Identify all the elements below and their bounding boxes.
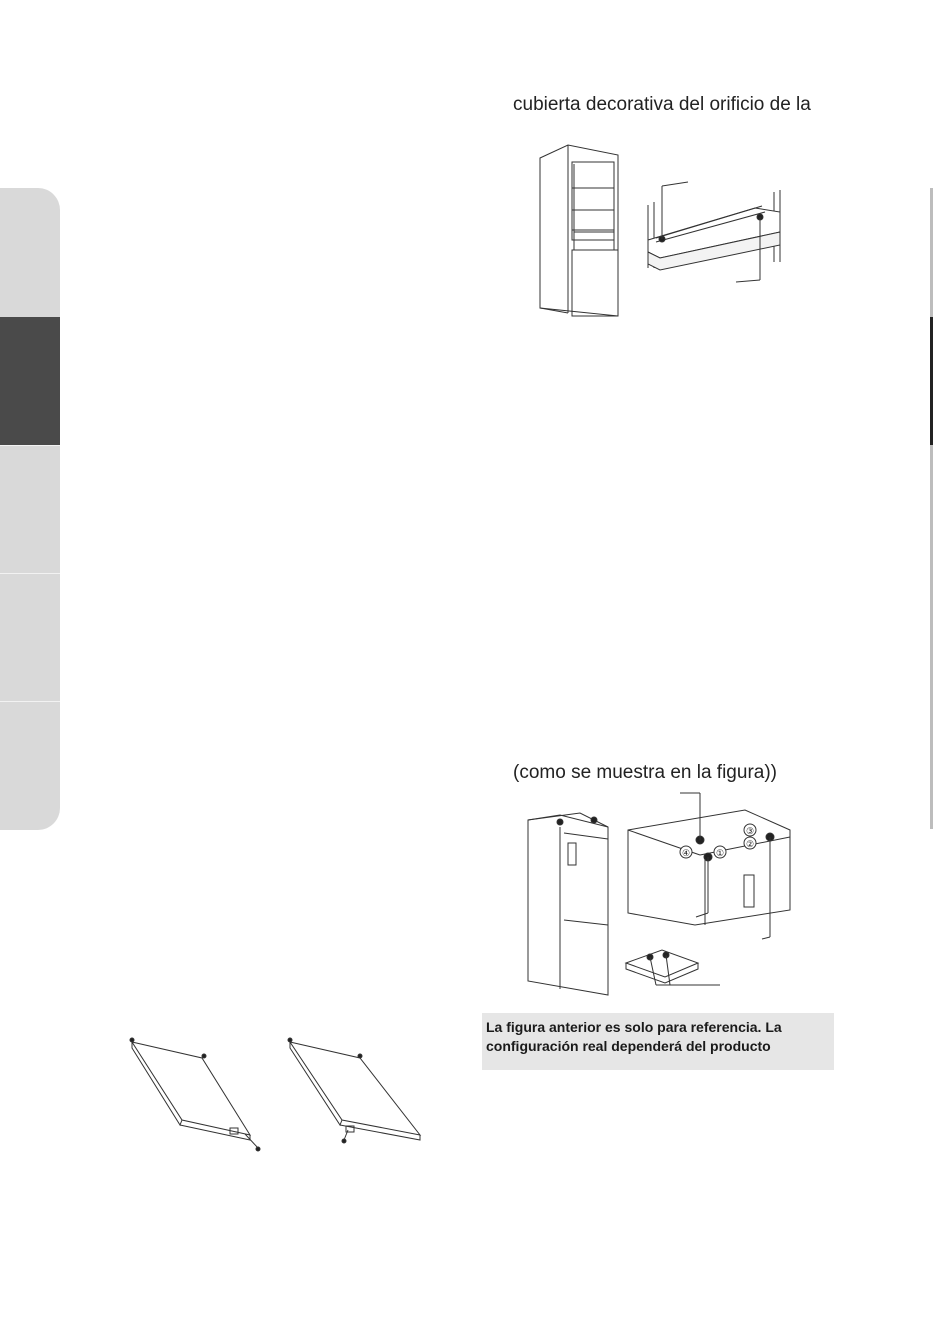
figure-open-fridge — [530, 140, 830, 325]
caption-hole-cover: cubierta decorativa del orificio de la — [513, 94, 811, 115]
panel-right — [288, 1038, 420, 1143]
reference-note — [482, 1013, 834, 1070]
section-tab-1[interactable] — [0, 188, 60, 317]
section-tab-3[interactable] — [0, 445, 60, 574]
note-line-2: configuración real dependerá del producto — [486, 1038, 771, 1054]
callout-1: ① — [716, 848, 725, 858]
caption-as-shown: (como se muestra en la figura)) — [513, 762, 777, 783]
figure-panels — [120, 1030, 440, 1155]
note-line-1: La figura anterior es solo para referencia. La — [486, 1019, 782, 1035]
section-tab-4[interactable] — [0, 573, 60, 702]
figure-top-panel — [520, 785, 830, 1000]
hinge-cover-detail — [648, 182, 780, 282]
section-tab-5[interactable] — [0, 701, 60, 830]
callout-3: ③ — [746, 826, 755, 836]
section-tab-2-active[interactable] — [0, 317, 60, 445]
panel-left — [130, 1038, 260, 1151]
callout-2: ② — [746, 839, 755, 849]
callout-4: ④ — [682, 848, 691, 858]
